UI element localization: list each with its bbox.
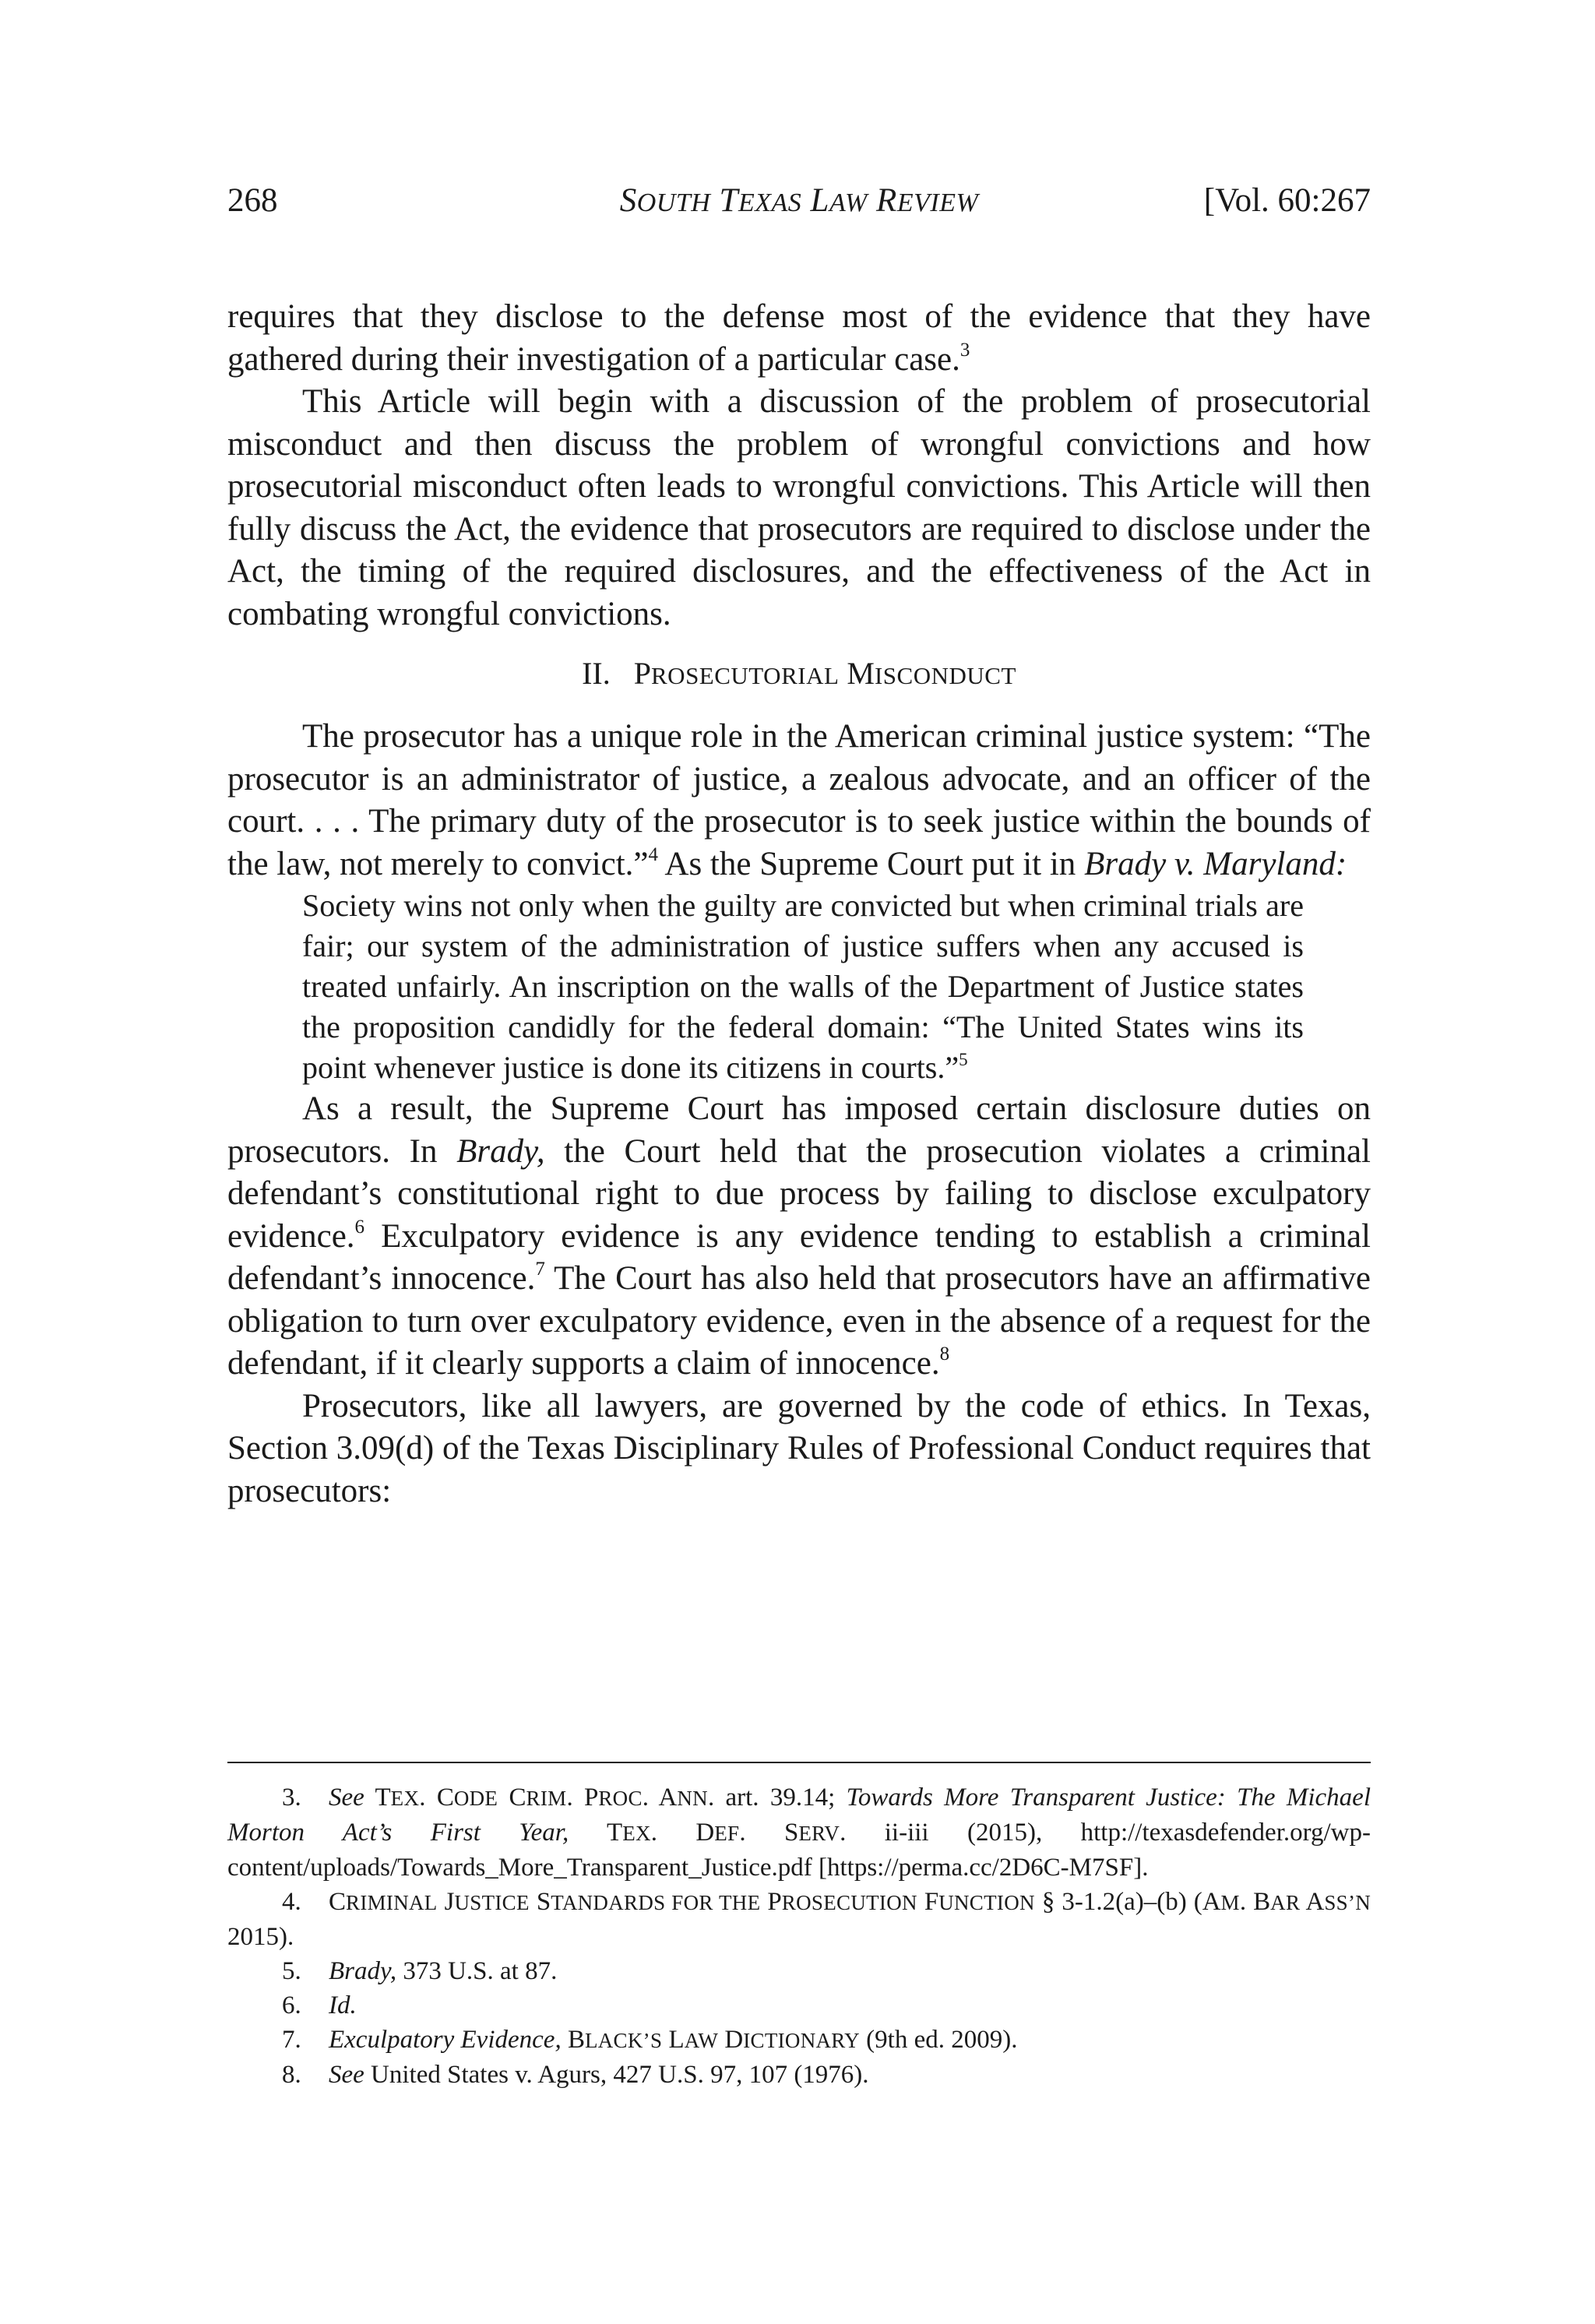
footnotes [227,1780,1371,2092]
journal-title: SOUTH TEXAS LAW REVIEW [619,182,979,219]
running-head [227,178,1371,224]
footnote-5: 5. Brady, 373 U.S. at 87. [282,1957,558,1985]
section-heading: II. PROSECUTORIAL MISCONDUCT [582,656,1016,691]
footnote-ref-3: 3 [959,339,970,361]
footnote-6: 6. Id. [282,1991,357,2019]
footnote-3: 3. See TEX. CODE CRIM. PROC. ANN. art. 39.14; Towards More Transparent Justice: The Michael Morton Act’s First Year, TEX. DEF. SERV. ii-iii (2015), http://texasdefender.org/wp-content/uploads/Towards_More_Transparent_Justice.pdf [https://perma.cc/2D6C-M7SF]. [227,1783,1371,1882]
footnote-ref-8: 8 [939,1343,950,1364]
main-text [227,296,1371,1512]
paragraph-2: This Article will begin with a discussion of the problem of prosecutorial misconduct and then discuss the problem of wrongful convictions and how prosecutorial misconduct often leads to wrongful convictions. This Article will then fully discuss the Act, the evidence that prosecutors are required to disclose under the Act, the timing of the required disclosures, and the effectiveness of the Act in combating wrongful convictions. [227,383,1371,632]
footnote-ref-6: 6 [354,1216,365,1238]
paragraph-4: As a result, the Supreme Court has imposed certain disclosure duties on prosecutors. In Brady, the Court held that the prosecution violates a criminal defendant’s constitutional right to due process by failing to disclose exculpatory evidence.$^6$ Exculpatory evidence is any evidence tending to establish a criminal defendant’s innocence.$^7$ The Court has also held that prosecutors have an affirmative obligation to turn over exculpatory evidence, even in the absence of a request for the defendant, if it clearly supports a claim of innocence.$^8$ [227,1090,1371,1382]
footnote-8: 8. See United States v. Agurs, 427 U.S. 97, 107 (1976). [282,2061,869,2089]
footnote-divider [227,1762,1371,1763]
footnote-4: 4. CRIMINAL JUSTICE STANDARDS FOR THE PROSECUTION FUNCTION § 3-1.2(a)–(b) (AM. BAR ASS’N 2015). [227,1888,1371,1951]
block-quote: Society wins not only when the guilty are convicted but when criminal trials are fair; our system of the administration of justice suffers when any accused is treated unfairly. An inscription on the walls of the Department of Justice states the proposition candidly for the federal domain: “The United States wins its point whenever justice is done its citizens in courts.”$^5$ [302,888,1304,1085]
footnote-ref-4: 4 [648,843,659,865]
footnote-ref-5: 5 [959,1050,968,1069]
paragraph-1: requires that they disclose to the defense most of the evidence that they have gathered during their investigation of a particular case.$^3$ [227,298,1371,378]
volume-citation: [Vol. 60:267 [1203,182,1371,219]
case-name: Brady v. Maryland: [1084,845,1347,882]
paragraph-3: The prosecutor has a unique role in the American criminal justice system: “The prosecutor is an administrator of justice, a zealous advocate, and an officer of the court. . . . The primary duty of the prosecutor is to seek justice within the bounds of the law, not merely to convict.”$^4$ As the Supreme Court put it in Brady v. Maryland: [227,718,1371,882]
footnote-ref-7: 7 [535,1259,545,1280]
paragraph-5: Prosecutors, like all lawyers, are governed by the code of ethics. In Texas, Section 3.09(d) of the Texas Disciplinary Rules of Professional Conduct requires that prosecutors: [227,1387,1371,1509]
footnote-7: 7. Exculpatory Evidence, BLACK’S LAW DICTIONARY (9th ed. 2009). [282,2026,1018,2054]
page-number: 268 [227,182,278,219]
